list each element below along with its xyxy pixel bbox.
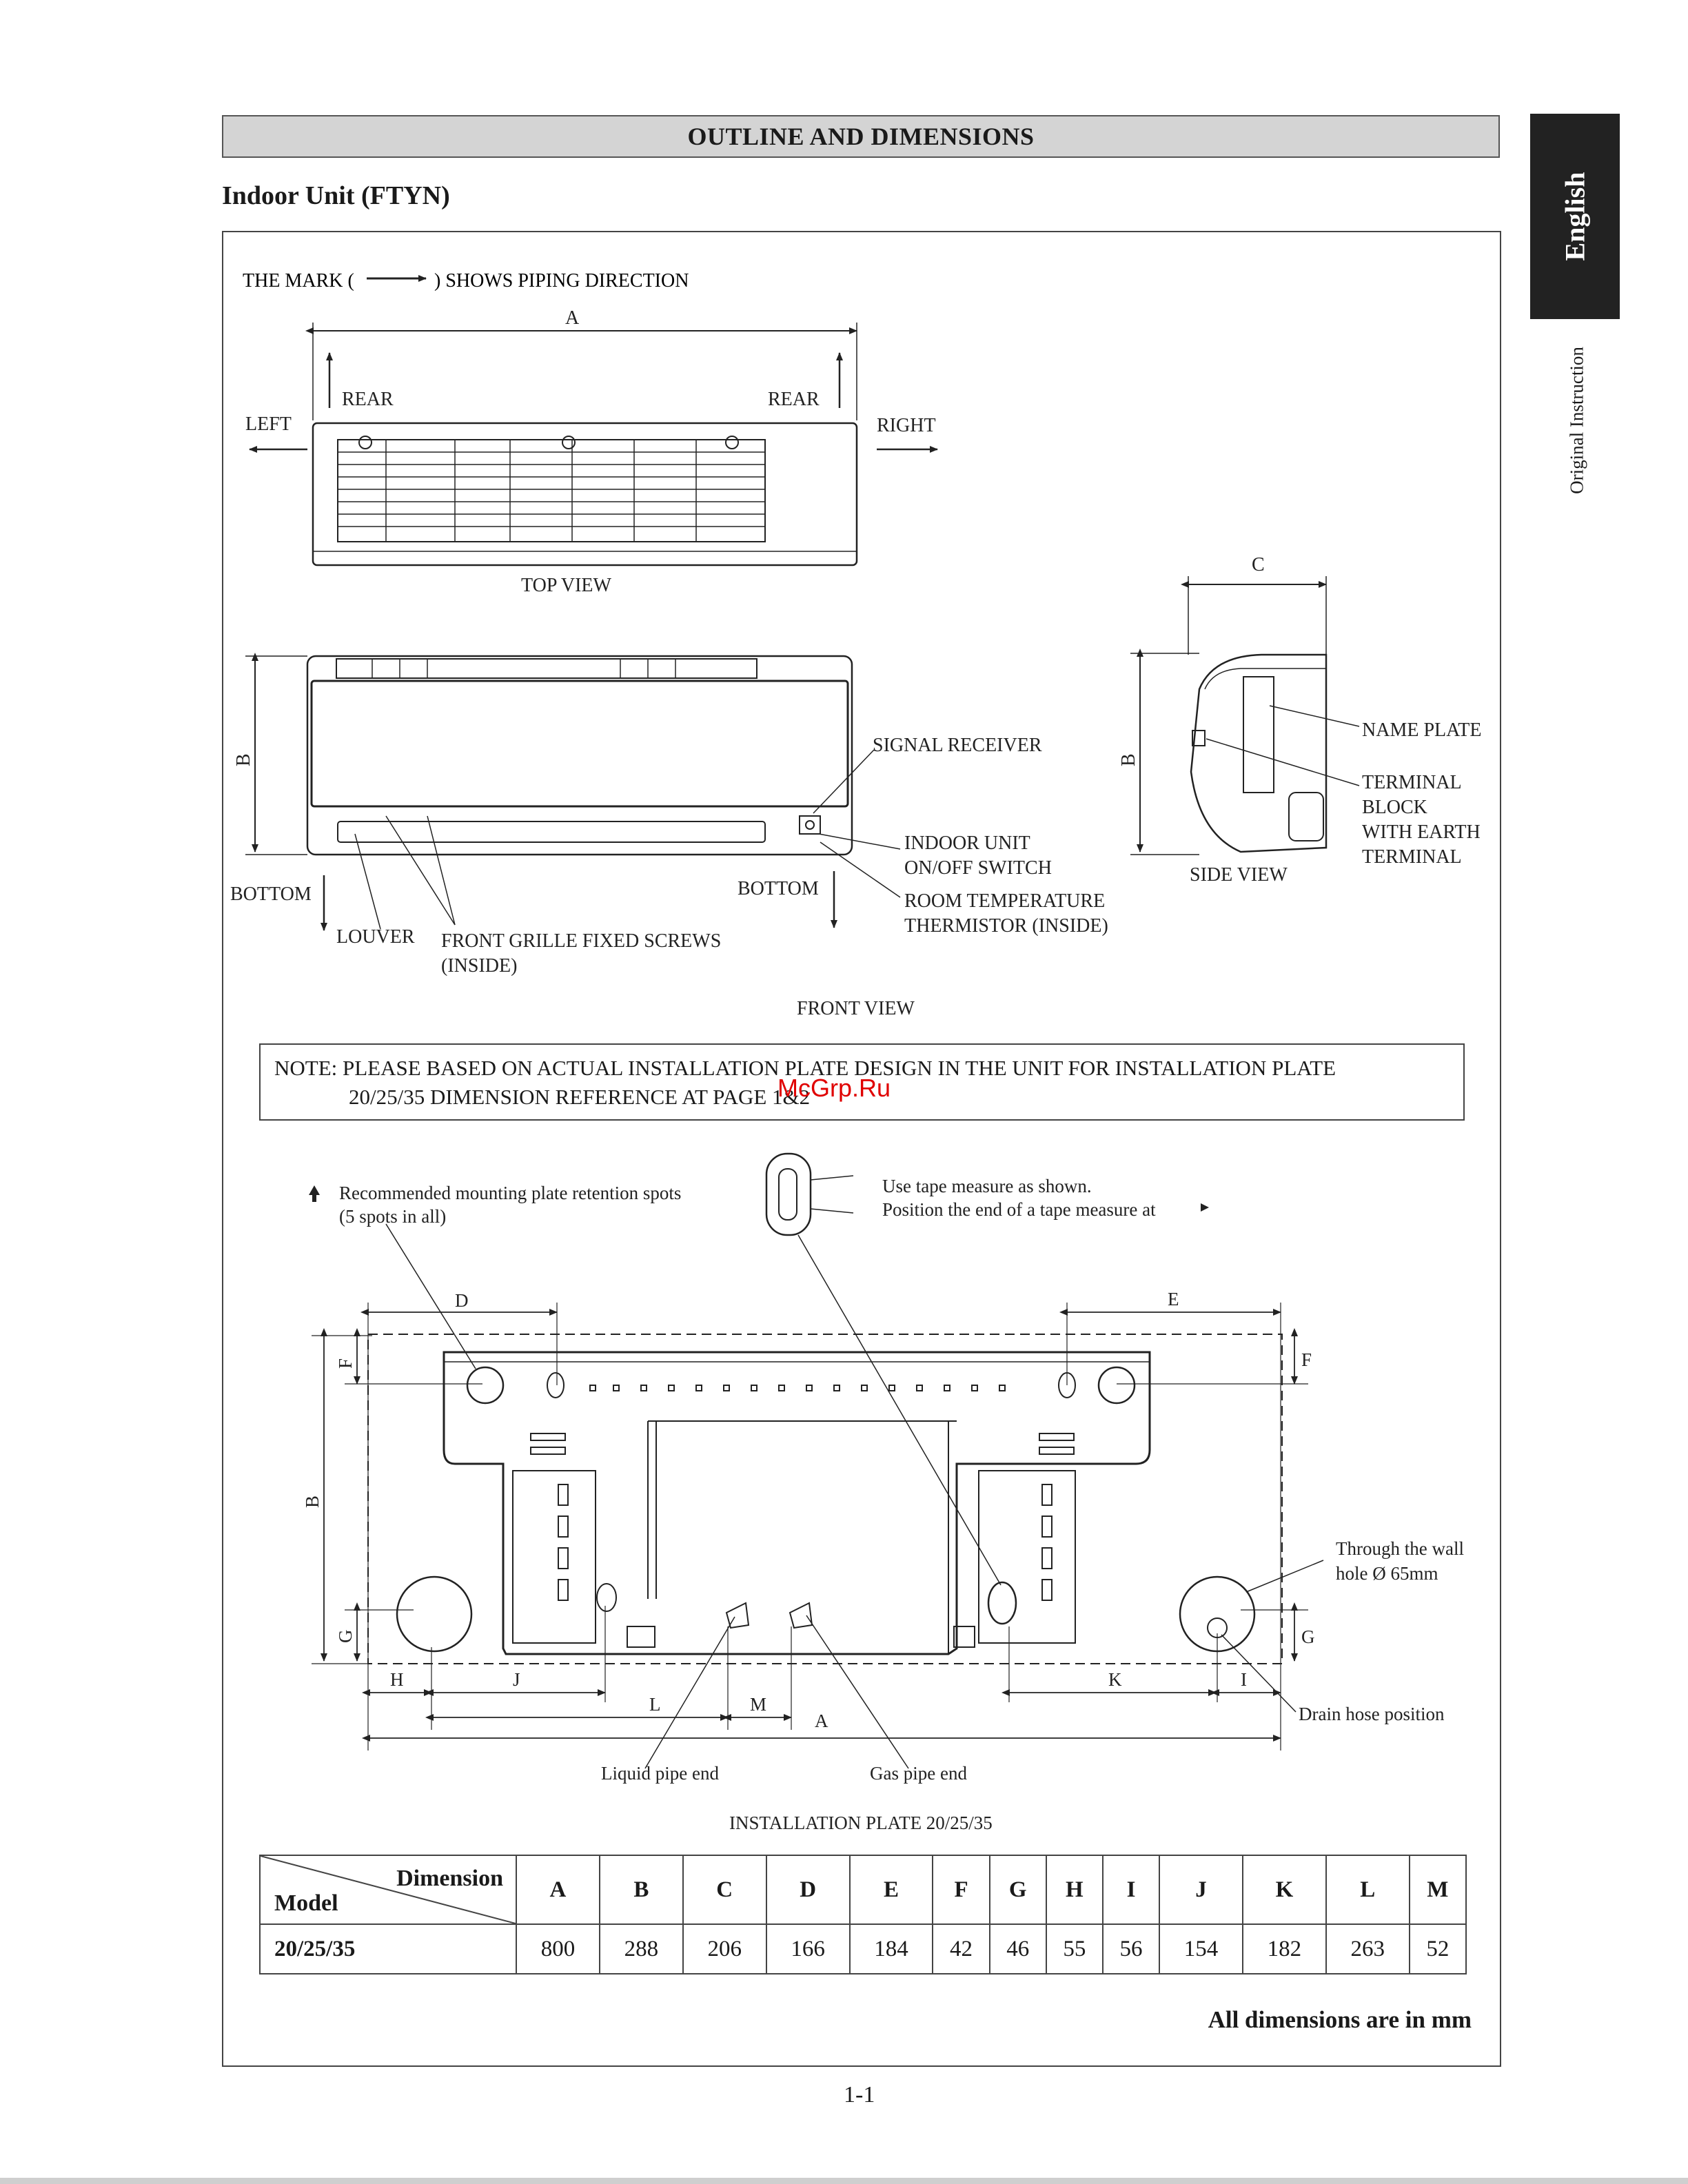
plate-dim-g-right: G: [1301, 1626, 1315, 1647]
terminal-label-3: WITH EARTH: [1362, 821, 1481, 843]
value-cell: 206: [683, 1924, 766, 1974]
plate-dim-a: A: [815, 1711, 828, 1731]
dimension-model-header: [260, 1855, 516, 1924]
plate-dim-i: I: [1241, 1669, 1247, 1690]
value-cell: 56: [1103, 1924, 1159, 1974]
terminal-label-4: TERMINAL: [1362, 846, 1462, 868]
plate-dim-m: M: [750, 1694, 767, 1715]
plate-dim-f-left: F: [335, 1358, 356, 1369]
value-cell: 55: [1046, 1924, 1103, 1974]
col-header: G: [990, 1855, 1046, 1924]
gas-pipe-label: Gas pipe end: [870, 1763, 967, 1784]
col-header: J: [1159, 1855, 1243, 1924]
top-rear-right: REAR: [768, 389, 820, 410]
col-header: K: [1243, 1855, 1326, 1924]
plate-dim-l: L: [649, 1694, 661, 1715]
col-header: H: [1046, 1855, 1103, 1924]
section-title: OUTLINE AND DIMENSIONS: [687, 123, 1035, 150]
plate-dim-j: J: [513, 1669, 520, 1690]
plate-dim-g-left: G: [335, 1629, 356, 1643]
col-header: A: [516, 1855, 600, 1924]
bottom-left-label: BOTTOM: [230, 884, 312, 905]
retention-label-2: (5 spots in all): [339, 1206, 447, 1227]
thermistor-label-2: THERMISTOR (INSIDE): [904, 915, 1108, 937]
plate-dim-k: K: [1108, 1669, 1122, 1690]
plate-dim-d: D: [455, 1290, 469, 1311]
installation-plate: [312, 1154, 1323, 1768]
retention-arrow-icon: [309, 1185, 320, 1202]
doc-type-text: Original Instruction: [1566, 347, 1587, 494]
language-label: English: [1559, 172, 1591, 261]
top-dim-a: A: [565, 307, 580, 329]
col-header: B: [600, 1855, 683, 1924]
plate-dim-b: B: [302, 1495, 323, 1508]
terminal-label-1: TERMINAL: [1362, 772, 1462, 793]
model-header: Model: [274, 1890, 338, 1916]
top-view: [250, 323, 937, 565]
top-right: RIGHT: [877, 415, 936, 436]
value-cell: 52: [1410, 1924, 1466, 1974]
retention-label-1: Recommended mounting plate retention spots: [339, 1183, 682, 1203]
signal-receiver-label: SIGNAL RECEIVER: [873, 735, 1042, 756]
page-number: 1-1: [844, 2082, 875, 2108]
screws-label-1: FRONT GRILLE FIXED SCREWS: [441, 930, 722, 952]
value-cell: 154: [1159, 1924, 1243, 1974]
screws-label-2: (INSIDE): [441, 955, 518, 977]
tape-label-1: Use tape measure as shown.: [882, 1176, 1092, 1196]
side-dim-c: C: [1252, 554, 1265, 575]
plate-caption: INSTALLATION PLATE 20/25/35: [729, 1813, 993, 1833]
col-header: F: [933, 1855, 989, 1924]
col-header: D: [766, 1855, 850, 1924]
onoff-label-1: INDOOR UNIT: [904, 833, 1030, 854]
side-view-caption: SIDE VIEW: [1190, 864, 1288, 886]
col-header: C: [683, 1855, 766, 1924]
value-cell: 800: [516, 1924, 600, 1974]
front-view-caption: FRONT VIEW: [797, 998, 915, 1019]
terminal-label-2: BLOCK: [1362, 797, 1427, 818]
model-cell: 20/25/35: [260, 1924, 516, 1974]
value-cell: 184: [850, 1924, 933, 1974]
col-header: L: [1326, 1855, 1410, 1924]
tape-label-2: Position the end of a tape measure at: [882, 1199, 1156, 1220]
front-dim-b: B: [233, 753, 254, 766]
triangle-marker-icon: [1201, 1203, 1209, 1212]
col-header: I: [1103, 1855, 1159, 1924]
bottom-strip: [0, 2178, 1688, 2184]
table-header-row: [260, 1855, 1466, 1924]
through-wall-label-1: Through the wall: [1336, 1538, 1464, 1559]
units-note: All dimensions are in mm: [1208, 2006, 1472, 2033]
value-cell: 42: [933, 1924, 989, 1974]
thermistor-label-1: ROOM TEMPERATURE: [904, 890, 1106, 912]
note-line-2: 20/25/35 DIMENSION REFERENCE AT PAGE 1&2: [349, 1085, 811, 1109]
plate-dim-f-right: F: [1301, 1349, 1312, 1370]
liquid-pipe-label: Liquid pipe end: [601, 1763, 719, 1784]
top-rear-left: REAR: [342, 389, 394, 410]
value-cell: 263: [1326, 1924, 1410, 1974]
plate-dim-h: H: [390, 1669, 404, 1690]
value-cell: 288: [600, 1924, 683, 1974]
dimension-table: [259, 1855, 1467, 1974]
bottom-right-label: BOTTOM: [738, 878, 819, 899]
onoff-label-2: ON/OFF SWITCH: [904, 857, 1052, 879]
name-plate-label: NAME PLATE: [1362, 720, 1482, 741]
side-dim-b: B: [1118, 753, 1139, 766]
drain-label: Drain hose position: [1299, 1704, 1445, 1724]
dimension-header: Dimension: [396, 1866, 503, 1891]
unit-subtitle: Indoor Unit (FTYN): [222, 181, 450, 210]
col-header: M: [1410, 1855, 1466, 1924]
side-view: [1130, 576, 1359, 855]
value-cell: 166: [766, 1924, 850, 1974]
watermark: McGrp.Ru: [777, 1074, 891, 1102]
note-line-1: NOTE: PLEASE BASED ON ACTUAL INSTALLATION PLATE DESIGN IN THE UNIT FOR INSTALLATION PLATE: [274, 1056, 1336, 1080]
plate-dim-e: E: [1168, 1289, 1179, 1309]
value-cell: 182: [1243, 1924, 1326, 1974]
value-cell: 46: [990, 1924, 1046, 1974]
table-row: [260, 1924, 1466, 1974]
mark-note-start: THE MARK (: [243, 270, 354, 292]
top-left: LEFT: [245, 414, 292, 435]
top-view-caption: TOP VIEW: [521, 575, 611, 596]
col-header: E: [850, 1855, 933, 1924]
mark-note-end: ) SHOWS PIPING DIRECTION: [434, 270, 689, 292]
louver-label: LOUVER: [336, 926, 415, 948]
through-wall-label-2: hole Ø 65mm: [1336, 1563, 1438, 1584]
